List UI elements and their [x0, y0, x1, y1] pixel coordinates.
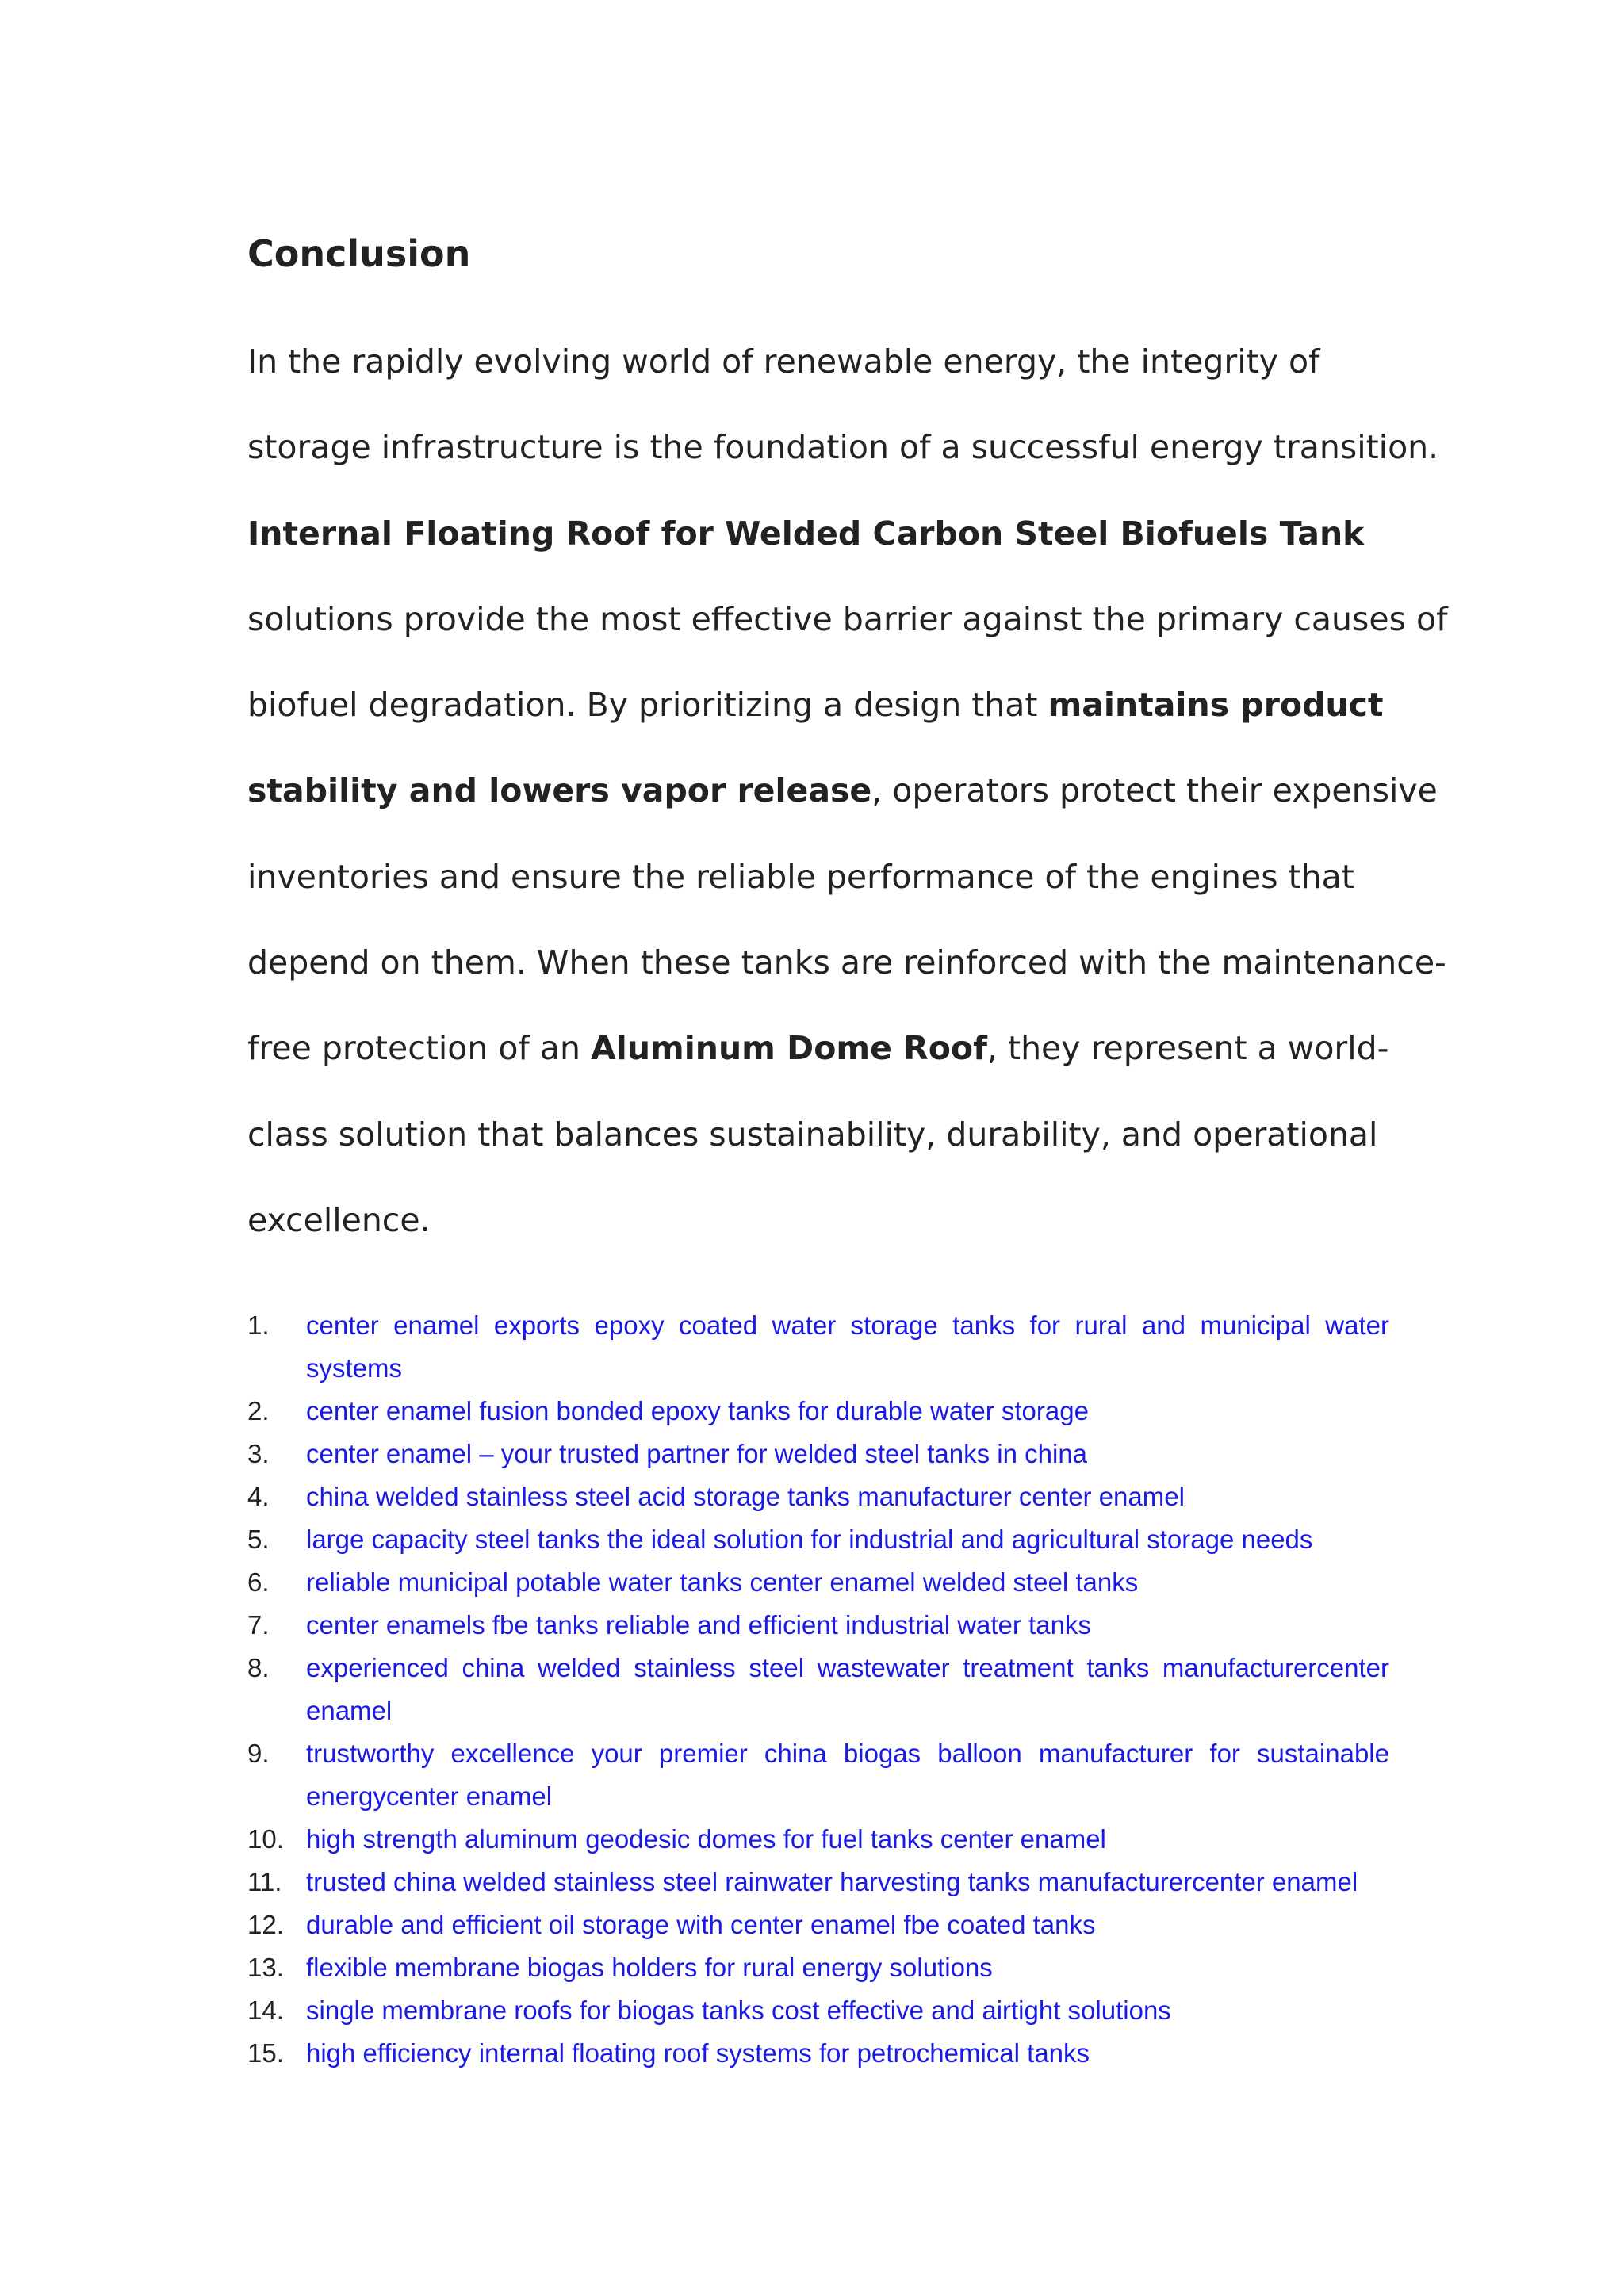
- document-page: [247, 230, 1448, 2075]
- list-item: [247, 1904, 1389, 1946]
- paragraph-line: [247, 662, 1389, 748]
- paragraph-line: [247, 1177, 1389, 1263]
- related-link[interactable]: experienced china welded stainless steel wastewater treatment tanks manufacturercenter enamel: [306, 1653, 1389, 1726]
- list-item: [247, 1861, 1389, 1904]
- paragraph-text: excellence.: [247, 1200, 431, 1239]
- related-link[interactable]: trusted china welded stainless steel rainwater harvesting tanks manufacturercenter enamel: [306, 1867, 1358, 1897]
- section-heading: Conclusion: [247, 232, 471, 275]
- list-number: 6.: [247, 1567, 270, 1598]
- list-number: 1.: [247, 1311, 270, 1341]
- list-number: 13.: [247, 1953, 284, 1983]
- list-item: [247, 1304, 1389, 1390]
- paragraph-text: solutions provide the most effective barrier against the primary causes of: [247, 599, 1448, 638]
- paragraph-text: , operators protect their expensive: [871, 771, 1438, 810]
- related-link[interactable]: center enamel – your trusted partner for welded steel tanks in china: [306, 1439, 1088, 1469]
- list-number: 15.: [247, 2038, 284, 2068]
- paragraph-line: [247, 1092, 1389, 1177]
- related-link[interactable]: center enamel fusion bonded epoxy tanks for durable water storage: [306, 1396, 1089, 1426]
- paragraph-text: free protection of an: [247, 1029, 592, 1068]
- list-item: [247, 1561, 1389, 1604]
- paragraph-line: [247, 576, 1448, 662]
- paragraph-line: [247, 404, 1439, 490]
- list-item: [247, 2032, 1389, 2075]
- list-item: [247, 1518, 1389, 1561]
- list-number: 4.: [247, 1482, 270, 1512]
- related-link[interactable]: center enamel exports epoxy coated water storage tanks for rural and municipal water systems: [306, 1311, 1389, 1383]
- paragraph-text: inventories and ensure the reliable performance of the engines that: [247, 857, 1354, 896]
- paragraph-line: [247, 1005, 1389, 1091]
- related-link[interactable]: high efficiency internal floating roof systems for petrochemical tanks: [306, 2038, 1090, 2068]
- list-number: 3.: [247, 1439, 270, 1469]
- related-link[interactable]: reliable municipal potable water tanks center enamel welded steel tanks: [306, 1567, 1139, 1598]
- list-item: [247, 1390, 1389, 1433]
- paragraph-text: , they represent a world-: [986, 1029, 1389, 1068]
- bold-phrase: maintains product: [1048, 686, 1384, 725]
- list-item: [247, 1946, 1389, 1989]
- paragraph-text: biofuel degradation. By prioritizing a design that: [247, 686, 1048, 725]
- conclusion-paragraph: [247, 319, 1448, 1263]
- related-link[interactable]: single membrane roofs for biogas tanks cost effective and airtight solutions: [306, 1996, 1171, 2026]
- list-number: 7.: [247, 1610, 270, 1640]
- list-item: [247, 1818, 1389, 1861]
- related-links-list: [247, 1304, 1389, 2075]
- list-number: 12.: [247, 1910, 284, 1940]
- related-link[interactable]: center enamels fbe tanks reliable and efficient industrial water tanks: [306, 1610, 1091, 1640]
- paragraph-text: class solution that balances sustainability, durability, and operational: [247, 1115, 1378, 1154]
- list-number: 8.: [247, 1653, 270, 1683]
- paragraph-line: [247, 748, 1438, 833]
- list-item: [247, 1475, 1389, 1518]
- paragraph-text: In the rapidly evolving world of renewable energy, the integrity of: [247, 342, 1320, 381]
- related-link[interactable]: trustworthy excellence your premier china biogas balloon manufacturer for sustainable energycenter enamel: [306, 1739, 1389, 1812]
- list-item: [247, 1989, 1389, 2032]
- list-number: 5.: [247, 1525, 270, 1555]
- list-item: [247, 1433, 1389, 1475]
- list-number: 14.: [247, 1996, 284, 2026]
- related-link[interactable]: high strength aluminum geodesic domes for fuel tanks center enamel: [306, 1824, 1106, 1854]
- paragraph-line: [247, 834, 1389, 920]
- list-item: [247, 1732, 1389, 1818]
- paragraph-text: storage infrastructure is the foundation of a successful energy transition.: [247, 428, 1439, 467]
- list-number: 9.: [247, 1739, 270, 1769]
- paragraph-text: depend on them. When these tanks are reinforced with the maintenance-: [247, 943, 1446, 982]
- list-number: 11.: [247, 1867, 282, 1897]
- bold-phrase: Aluminum Dome Roof: [591, 1029, 987, 1068]
- paragraph-line: [247, 920, 1446, 1005]
- list-number: 2.: [247, 1396, 270, 1426]
- related-link[interactable]: durable and efficient oil storage with center enamel fbe coated tanks: [306, 1910, 1096, 1940]
- related-link[interactable]: large capacity steel tanks the ideal solution for industrial and agricultural storage needs: [306, 1525, 1313, 1555]
- related-link[interactable]: flexible membrane biogas holders for rural energy solutions: [306, 1953, 993, 1983]
- paragraph-line: [247, 491, 1389, 576]
- list-item: [247, 1647, 1389, 1732]
- bold-phrase: Internal Floating Roof for Welded Carbon Steel Biofuels Tank: [247, 514, 1365, 553]
- list-item: [247, 1604, 1389, 1647]
- paragraph-line: [247, 319, 1389, 404]
- bold-phrase: stability and lowers vapor release: [247, 771, 872, 810]
- list-number: 10.: [247, 1824, 284, 1854]
- related-link[interactable]: china welded stainless steel acid storage tanks manufacturer center enamel: [306, 1482, 1185, 1512]
